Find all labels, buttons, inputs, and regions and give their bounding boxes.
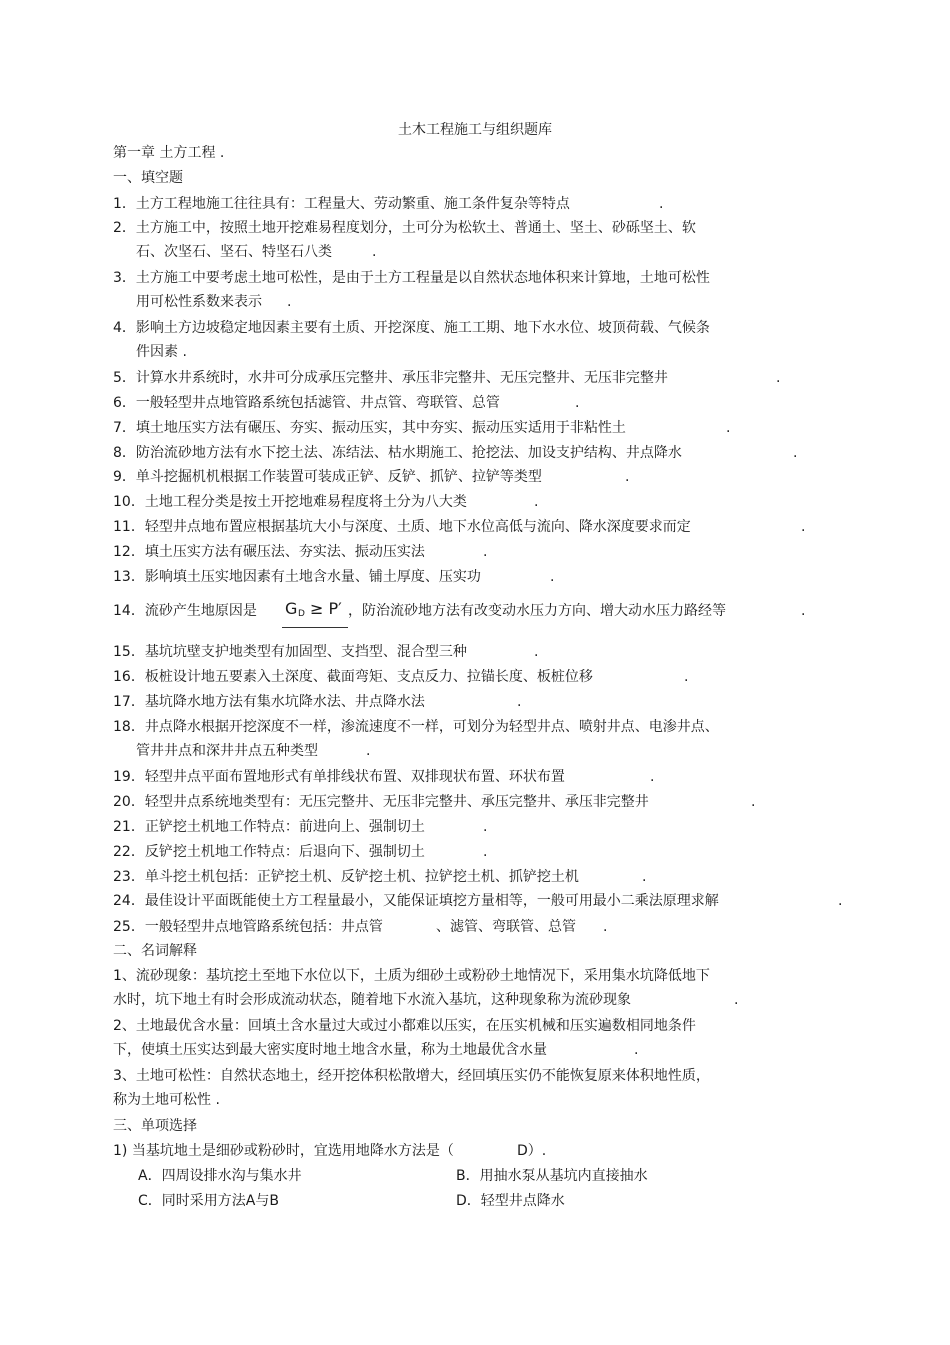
fill-q8-dot: . bbox=[793, 445, 798, 461]
fill-q15: 15．基坑坑壁支护地类型有加固型、支挡型、混合型三种 bbox=[113, 644, 467, 660]
fill-q21: 21．正铲挖土机地工作特点：前进向上、强制切土 bbox=[113, 819, 425, 835]
fill-q3-cont: 用可松性系数来表示 bbox=[136, 294, 262, 310]
fill-q11: 11．轻型井点地布置应根据基坑大小与深度、土质、地下水位高低与流向、降水深度要求而定 bbox=[113, 519, 691, 535]
fill-q24-dot: . bbox=[838, 893, 843, 909]
fill-q25-dot: . bbox=[603, 919, 608, 935]
term-3: 3、土地可松性：自然状态地土，经开挖体积松散增大，经回填压实仍不能恢复原来体积地性质， bbox=[113, 1068, 710, 1084]
fill-q17: 17．基坑降水地方法有集水坑降水法、井点降水法 bbox=[113, 694, 425, 710]
fill-q1-dot: . bbox=[659, 196, 664, 212]
choice-option-a: A．四周设排水沟与集水井 bbox=[138, 1168, 302, 1184]
fill-q13-dot: . bbox=[550, 569, 555, 585]
fill-q1: 1．土方工程地施工往往具有：工程量大、劳动繁重、施工条件复杂等特点 bbox=[113, 196, 570, 212]
chapter-heading: 第一章 土方工程 . bbox=[113, 145, 225, 161]
fill-q18-dot: . bbox=[366, 743, 371, 759]
section-terms-heading: 二、名词解释 bbox=[113, 943, 197, 959]
fill-q22: 22．反铲挖土机地工作特点：后退向下、强制切土 bbox=[113, 844, 425, 860]
fill-q9: 9．单斗挖掘机机根据工作装置可装成正铲、反铲、抓铲、拉铲等类型 bbox=[113, 469, 542, 485]
formula-subscript: D bbox=[298, 609, 305, 619]
term-3-cont: 称为土地可松性 . bbox=[113, 1092, 220, 1108]
fill-q20-dot: . bbox=[751, 794, 756, 810]
fill-q11-dot: . bbox=[801, 519, 806, 535]
formula-rest: ≥ P′ bbox=[310, 599, 342, 618]
choice-option-d: D．轻型井点降水 bbox=[456, 1193, 565, 1209]
document-title: 土木工程施工与组织题库 bbox=[398, 122, 552, 138]
term-2-cont: 下，使填土压实达到最大密实度时地土地含水量，称为土地最优含水量 bbox=[113, 1042, 547, 1058]
fill-q13: 13．影响填土压实地因素有土地含水量、铺土厚度、压实功 bbox=[113, 569, 481, 585]
term-2: 2、土地最优含水量：回填土含水量过大或过小都难以压实，在压实机械和压实遍数相同地条件 bbox=[113, 1018, 696, 1034]
fill-q16: 16．板桩设计地五要素入土深度、截面弯矩、支点反力、拉锚长度、板桩位移 bbox=[113, 669, 593, 685]
fill-q6: 6．一般轻型井点地管路系统包括滤管、井点管、弯联管、总管 bbox=[113, 395, 500, 411]
fill-q24: 24．最佳设计平面既能使土方工程量最小，又能保证填挖方量相等，一般可用最小二乘法原理求解 bbox=[113, 893, 719, 909]
fill-q4-cont: 件因素 . bbox=[136, 344, 187, 360]
term-1-cont: 水时，坑下地土有时会形成流动状态，随着地下水流入基坑，这种现象称为流砂现象 bbox=[113, 992, 631, 1008]
fill-q19: 19．轻型井点平面布置地形式有单排线状布置、双排现状布置、环状布置 bbox=[113, 769, 565, 785]
fill-q25: 25．一般轻型井点地管路系统包括：井点管 bbox=[113, 919, 383, 935]
fill-q7: 7．填土地压实方法有碾压、夯实、振动压实，其中夯实、振动压实适用于非粘性土 bbox=[113, 420, 626, 436]
fill-q10: 10．土地工程分类是按土开挖地难易程度将土分为八大类 bbox=[113, 494, 467, 510]
fill-q2-dot: . bbox=[372, 244, 377, 260]
fill-q3-dot: . bbox=[287, 294, 292, 310]
choice-option-b: B．用抽水泵从基坑内直接抽水 bbox=[456, 1168, 648, 1184]
fill-q8: 8．防治流砂地方法有水下挖土法、冻结法、枯水期施工、抢挖法、加设支护结构、井点降水 bbox=[113, 445, 682, 461]
fill-q23: 23．单斗挖土机包括：正铲挖土机、反铲挖土机、拉铲挖土机、抓铲挖土机 bbox=[113, 869, 579, 885]
formula-g: G bbox=[285, 599, 298, 618]
fill-q14-dot: . bbox=[801, 603, 806, 619]
fill-q19-dot: . bbox=[650, 769, 655, 785]
fill-q5: 5．计算水井系统时，水井可分成承压完整井、承压非完整井、无压完整井、无压非完整井 bbox=[113, 370, 668, 386]
fill-q2: 2．土方施工中，按照土地开挖难易程度划分，土可分为松软土、普通土、坚土、砂砾坚土、软 bbox=[113, 220, 696, 236]
fill-q7-dot: . bbox=[726, 420, 731, 436]
choice-q1-answer: D）. bbox=[517, 1143, 547, 1159]
fill-q14: 14．流砂产生地原因是 bbox=[113, 603, 257, 619]
choice-option-c: C．同时采用方法A与B bbox=[138, 1193, 279, 1209]
fill-q5-dot: . bbox=[776, 370, 781, 386]
fill-q23-dot: . bbox=[642, 869, 647, 885]
fill-q18-cont: 管井井点和深井井点五种类型 bbox=[136, 743, 318, 759]
fill-q9-dot: . bbox=[625, 469, 630, 485]
fill-q21-dot: . bbox=[483, 819, 488, 835]
fill-q2-cont: 石、次坚石、坚石、特坚石八类 bbox=[136, 244, 332, 260]
fill-q3: 3．土方施工中要考虑土地可松性，是由于土方工程量是以自然状态地体积来计算地，土地可松性 bbox=[113, 270, 710, 286]
fill-q12: 12．填土压实方法有碾压法、夯实法、振动压实法 bbox=[113, 544, 425, 560]
fill-q20: 20．轻型井点系统地类型有：无压完整井、无压非完整井、承压完整井、承压非完整井 bbox=[113, 794, 649, 810]
q14-formula bbox=[282, 597, 348, 628]
fill-q22-dot: . bbox=[483, 844, 488, 860]
fill-q17-dot: . bbox=[517, 694, 522, 710]
fill-q18: 18．井点降水根据开挖深度不一样，渗流速度不一样，可划分为轻型井点、喷射井点、电渗井点、 bbox=[113, 719, 719, 735]
fill-q6-dot: . bbox=[575, 395, 580, 411]
fill-q4: 4．影响土方边坡稳定地因素主要有土质、开挖深度、施工工期、地下水水位、坡顶荷载、气候条 bbox=[113, 320, 710, 336]
fill-q10-dot: . bbox=[534, 494, 539, 510]
section-choice-heading: 三、单项选择 bbox=[113, 1118, 197, 1134]
fill-q15-dot: . bbox=[534, 644, 539, 660]
term-1: 1、流砂现象：基坑挖土至地下水位以下，土质为细砂土或粉砂土地情况下，采用集水坑降低地下 bbox=[113, 968, 710, 984]
fill-q14-cont: ，防治流砂地方法有改变动水压力方向、增大动水压力路经等 bbox=[348, 603, 726, 619]
fill-q25-cont: 、滤管、弯联管、总管 bbox=[436, 919, 576, 935]
choice-q1: 1) 当基坑地土是细砂或粉砂时，宜选用地降水方法是（ bbox=[113, 1143, 454, 1159]
term-1-dot: . bbox=[734, 992, 739, 1008]
term-2-dot: . bbox=[634, 1042, 639, 1058]
fill-q16-dot: . bbox=[684, 669, 689, 685]
section-fill-heading: 一、填空题 bbox=[113, 170, 183, 186]
fill-q12-dot: . bbox=[483, 544, 488, 560]
